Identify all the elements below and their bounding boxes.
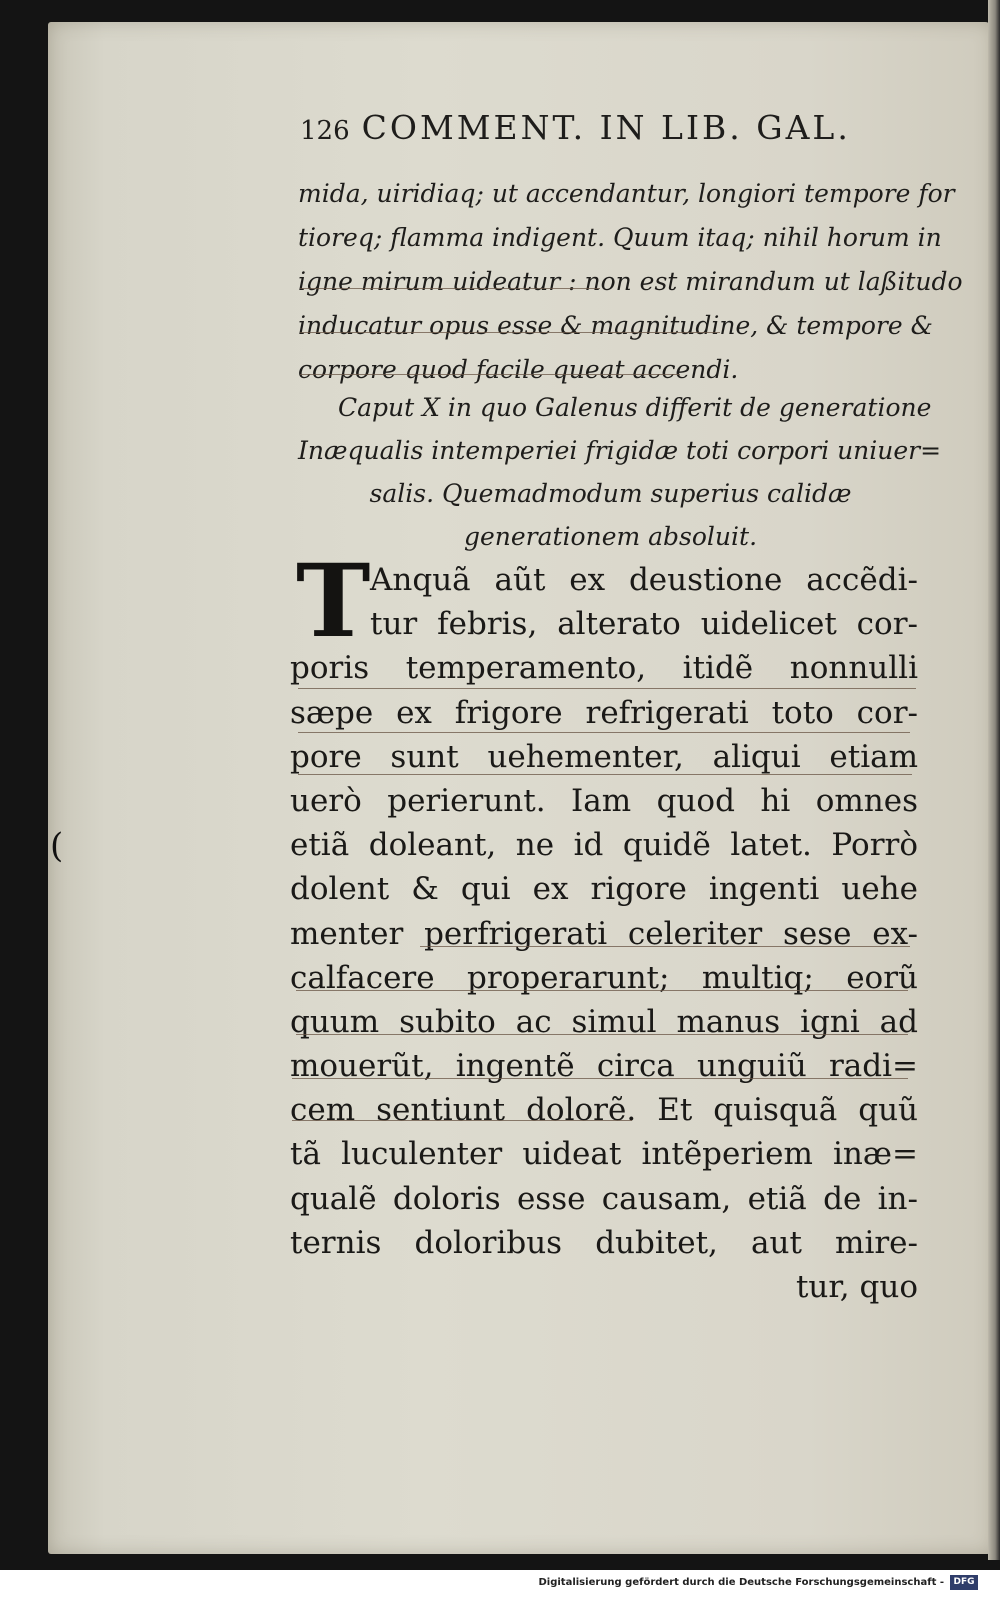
text-line: menter perfrigerati celeriter sese ex- — [290, 915, 918, 952]
text-line: quum subito ac simul manus igni ad — [290, 1003, 918, 1040]
text-line: dolent & qui ex rigore ingenti uehe — [290, 871, 918, 908]
text-line: etiã doleant, ne id quidẽ latet. Porrò — [290, 827, 918, 864]
italic-paragraph — [298, 172, 963, 392]
text-line: ternis doloribus dubitet, aut mire- — [290, 1224, 918, 1261]
heading-line: Inæqualis intemperiei frigidæ toti corpori uniuer= — [298, 436, 942, 465]
text-line: mouerũt, ingentẽ circa unguiũ radi= — [290, 1048, 918, 1085]
text-line: qualẽ doloris esse causam, etiã de in- — [290, 1180, 918, 1217]
ink-underline — [298, 774, 912, 775]
ink-underline — [298, 732, 910, 733]
body-paragraph — [290, 542, 918, 1309]
chapter-heading — [298, 386, 942, 558]
ink-underline — [292, 1120, 632, 1121]
ink-underline — [292, 1078, 908, 1079]
text-line: tur, quo — [795, 1269, 918, 1305]
margin-mark: ( — [50, 826, 64, 866]
text-line: pore sunt uehementer, aliqui etiam — [290, 738, 918, 775]
footer-credit: Digitalisierung gefördert durch die Deutsche Forschungsgemeinschaft - — [538, 1577, 944, 1588]
drop-cap: T — [296, 542, 371, 660]
page-number: 126 — [300, 116, 350, 146]
ink-underline — [300, 288, 600, 289]
text-line: inducatur opus esse & magnitudine, & tempore & — [298, 311, 933, 340]
ink-underline — [300, 332, 720, 333]
ink-underline — [296, 990, 908, 991]
heading-line: Caput X in quo Galenus differit de generatione — [338, 393, 932, 422]
heading-line: salis. Quemadmodum superius calidæ — [369, 479, 852, 508]
heading-line: generationem absoluit. — [463, 522, 758, 551]
text-line: mida, uiridiaq; ut accendantur, longiori tempore for — [298, 179, 955, 208]
text-line: igne mirum uideatur : non est mirandum ut laßitudo — [298, 267, 963, 296]
ink-underline — [296, 1034, 908, 1035]
text-line: Anquã aũt ex deustione accẽdi- — [370, 562, 918, 598]
text-line: cem sentiunt dolorẽ. Et quisquã quũ — [290, 1092, 918, 1129]
running-title: COMMENT. IN LIB. GAL. — [361, 108, 851, 147]
digitization-footer — [0, 1570, 1000, 1598]
ink-underline — [298, 688, 916, 689]
text-line: tur febris, alterato uidelicet cor- — [370, 606, 918, 643]
running-header — [300, 108, 930, 154]
text-line: poris temperamento, itidẽ nonnulli — [290, 650, 918, 687]
page-edge — [988, 0, 1000, 1560]
text-line: corpore quod facile queat accendi. — [298, 355, 739, 384]
text-line: tã luculenter uideat intẽperiem inæ= — [290, 1136, 918, 1173]
text-line: sæpe ex frigore refrigerati toto cor- — [290, 694, 918, 731]
text-line: tioreq; flamma indigent. Quum itaq; nihil horum in — [298, 223, 942, 252]
dfg-logo-icon[interactable]: DFG — [950, 1575, 978, 1590]
ink-underline — [300, 374, 680, 375]
text-line: calfacere properarunt; multiq; eorũ — [290, 959, 918, 996]
text-line: uerò perierunt. Iam quod hi omnes — [290, 782, 918, 819]
ink-underline — [420, 946, 910, 947]
